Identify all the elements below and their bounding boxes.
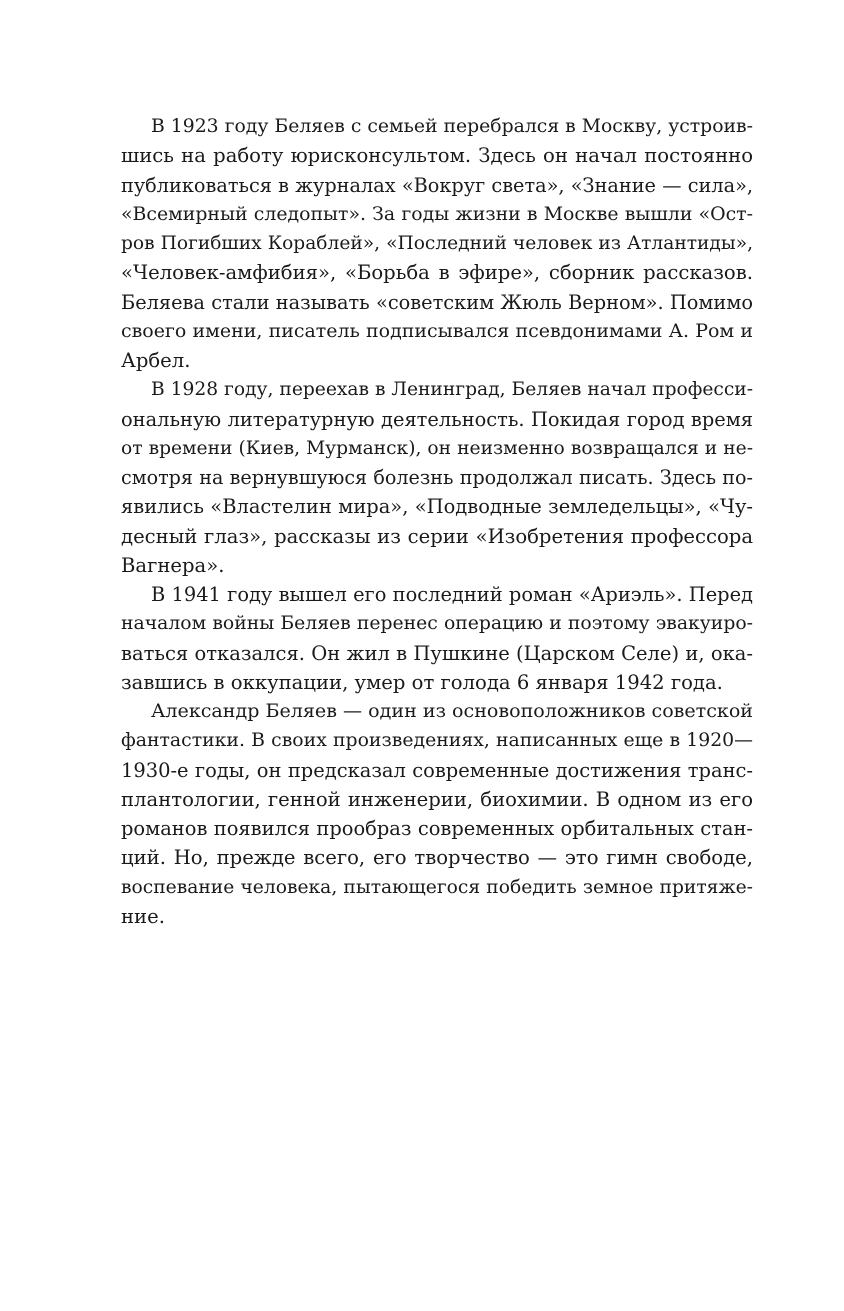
text-line: фантастики. В своих произведениях, написанных еще в 1920— [121,730,753,752]
text-line: ние. [121,904,165,928]
paragraph-4 [121,697,753,931]
body-text [121,112,753,931]
text-line: В 1923 году Беляев с семьей перебрался в Москву, устроив- [151,116,753,137]
text-line: В 1941 году вышел его последний роман «Ариэль». Перед [151,583,753,606]
paragraph-1 [121,112,753,375]
text-line: «Всемирный следопыт». За годы жизни в Москве вышли «Ост- [121,202,753,225]
text-line: шись на работу юрисконсультом. Здесь он начал постоянно [121,144,753,168]
text-line: смотря на вернувшуюся болезнь продолжал писать. Здесь по- [121,466,753,489]
text-line: от времени (Киев, Мурманск), он неизменно возвращался и не- [121,437,753,459]
text-line: ров Погибших Кораблей», «Последний человек из Атлантиды», [121,233,753,254]
text-line: началом войны Беляев перенес операцию и поэтому эвакуиро- [121,613,753,635]
text-line: Беляева стали называть «советским Жюль Верном». Помимо [121,290,753,314]
text-line: 1930-е годы, он предсказал современные достижения транс- [121,758,753,782]
text-line: ций. Но, прежде всего, его творчество — это гимн свободе, [121,846,753,870]
text-line: «Человек-амфибия», «Борьба в эфире», сборник рассказов. [121,261,753,285]
text-line: завшись в оккупации, умер от голода 6 января 1942 года. [121,670,723,694]
text-line: романов появился прообраз современных орбитальных стан- [121,817,753,840]
paragraph-2 [121,375,753,580]
text-line: Вагнера». [121,553,225,577]
text-line: Александр Беляев — один из основоположников советской [151,700,753,722]
text-line: Арбел. [121,349,191,372]
text-line: десный глаз», рассказы из серии «Изобретения профессора [121,524,753,548]
paragraph-3 [121,580,753,697]
text-line: В 1928 году, переехав в Ленинград, Беляев начал професси- [151,379,754,401]
text-line: ваться отказался. Он жил в Пушкине (Царском Селе) и, ока- [121,641,753,665]
text-line: воспевание человека, пытающегося победить земное притяже- [121,876,753,898]
text-line: плантологии, генной инженерии, биохимии. В одном из его [121,787,753,811]
text-line: публиковаться в журналах «Вокруг света», «Знание — сила», [121,173,753,197]
text-line: явились «Властелин мира», «Подводные земледельцы», «Чу- [121,495,753,519]
text-line: своего имени, писатель подписывался псевдонимами А. Ром и [121,319,753,342]
text-line: ональную литературную деятельность. Покидая город время [121,407,753,431]
